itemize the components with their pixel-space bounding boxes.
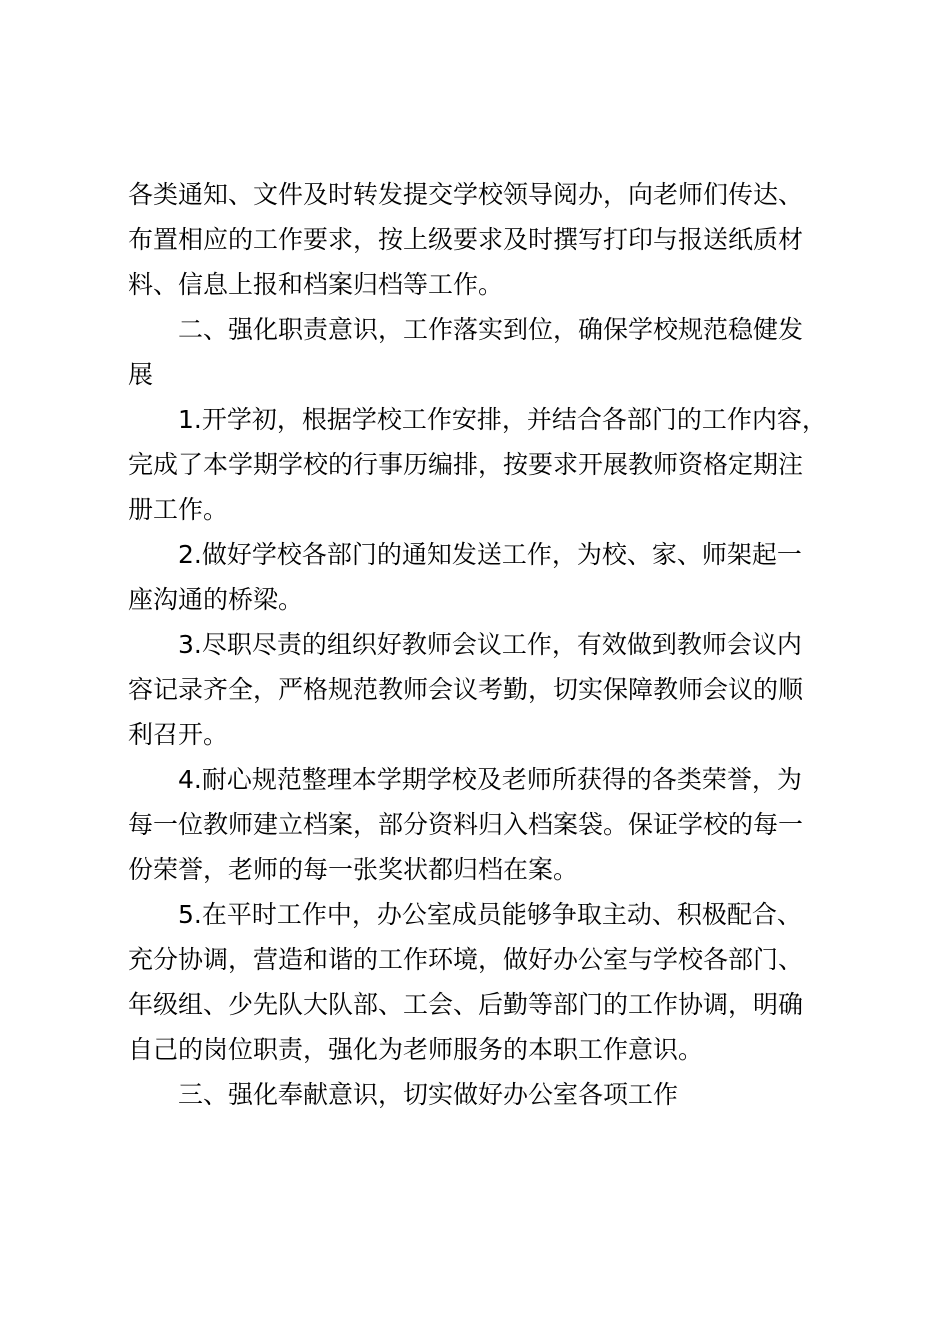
text-line: 册工作。 xyxy=(128,495,229,524)
text-line: 4.耐心规范整理本学期学校及老师所获得的各类荣誉，为 xyxy=(178,765,802,794)
text-line: 1.开学初，根据学校工作安排，并结合各部门的工作内容， xyxy=(178,405,827,434)
text-line: 各类通知、文件及时转发提交学校领导阅办，向老师们传达、 xyxy=(128,180,804,209)
text-line: 2.做好学校各部门的通知发送工作，为校、家、师架起一 xyxy=(178,540,802,569)
list-item-1 xyxy=(128,397,834,532)
text-line: 利召开。 xyxy=(128,720,229,749)
text-line: 料、信息上报和档案归档等工作。 xyxy=(128,270,504,299)
section-heading-2 xyxy=(128,307,834,397)
text-line: 自己的岗位职责，强化为老师服务的本职工作意识。 xyxy=(128,1035,704,1064)
paragraph-continuation xyxy=(128,172,834,307)
text-line: 3.尽职尽责的组织好教师会议工作，有效做到教师会议内 xyxy=(178,630,802,659)
text-line: 充分协调，营造和谐的工作环境，做好办公室与学校各部门、 xyxy=(128,945,804,974)
text-line: 年级组、少先队大队部、工会、后勤等部门的工作协调，明确 xyxy=(128,990,804,1019)
text-line: 展 xyxy=(128,360,154,389)
document-body xyxy=(128,172,834,1117)
text-line: 容记录齐全，严格规范教师会议考勤，切实保障教师会议的顺 xyxy=(128,675,804,704)
list-item-5 xyxy=(128,892,834,1072)
text-line: 每一位教师建立档案，部分资料归入档案袋。保证学校的每一 xyxy=(128,810,804,839)
list-item-2 xyxy=(128,532,834,622)
text-line: 座沟通的桥梁。 xyxy=(128,585,304,614)
text-line: 份荣誉，老师的每一张奖状都归档在案。 xyxy=(128,855,579,884)
list-item-4 xyxy=(128,757,834,892)
text-line: 5.在平时工作中，办公室成员能够争取主动、积极配合、 xyxy=(178,900,802,929)
section-heading-3 xyxy=(128,1072,834,1117)
text-line: 二、强化职责意识，工作落实到位，确保学校规范稳健发 xyxy=(178,315,804,344)
text-line: 布置相应的工作要求，按上级要求及时撰写打印与报送纸质材 xyxy=(128,225,804,254)
text-line: 完成了本学期学校的行事历编排，按要求开展教师资格定期注 xyxy=(128,450,804,479)
text-line: 三、强化奉献意识，切实做好办公室各项工作 xyxy=(178,1080,679,1109)
list-item-3 xyxy=(128,622,834,757)
